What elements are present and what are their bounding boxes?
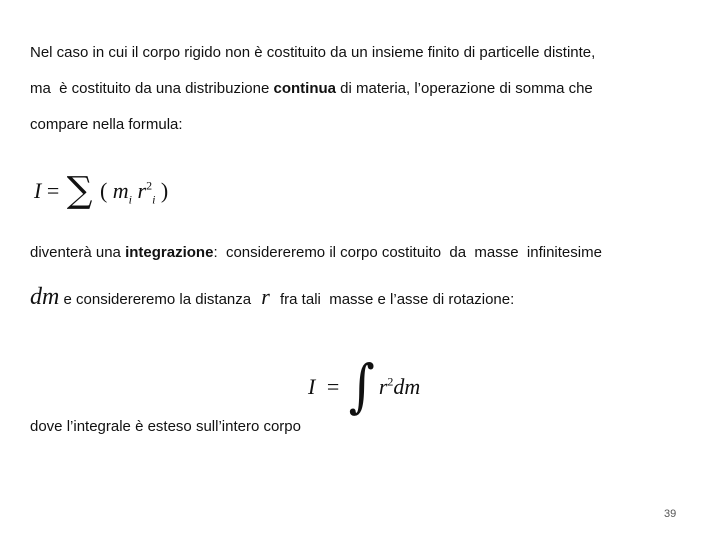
formula1-lhs: I (34, 178, 42, 203)
formula1-r-sub: i (152, 192, 156, 207)
formula1-open-paren: ( (99, 178, 108, 203)
paragraph3-r: r (261, 284, 270, 309)
paragraph1-bold-continua: continua (273, 80, 336, 97)
paragraph3-after: fra tali masse e l’asse di rotazione: (275, 291, 515, 308)
paragraph1-line2-after: di materia, l’operazione di somma che (335, 80, 593, 97)
paragraph1-line2-before: ma è costituito da una distribuzione (30, 80, 274, 97)
paragraph1-line3: compare nella formula: (30, 116, 183, 133)
formula1-m-sub: i (128, 192, 133, 207)
paragraph2-before: diventerà una (30, 244, 126, 261)
text-line-3 (30, 116, 183, 133)
text-line-2 (30, 80, 593, 97)
formula2-equals: = (326, 374, 340, 399)
formula2-r-sup: 2 (387, 374, 394, 389)
formula2-dm: dm (393, 374, 421, 399)
formula1-close-paren: ) (160, 178, 169, 203)
formula1-m: m (112, 178, 129, 203)
sigma-icon: ∑ (66, 170, 93, 211)
formula1-r: r (137, 178, 147, 203)
text-line-4 (30, 244, 602, 261)
paragraph1-line1: Nel caso in cui il corpo rigido non è costituito da un insieme finito di particelle distinte, (30, 44, 596, 61)
text-line-6 (30, 418, 301, 435)
formula2-lhs: I (308, 374, 316, 399)
formula-sum (34, 166, 169, 211)
formula1-r-sup: 2 (146, 178, 153, 193)
text-line-1 (30, 44, 595, 61)
paragraph2-after: : considereremo il corpo costituito da masse infinitesime (213, 244, 602, 261)
text-line-5 (30, 284, 514, 311)
integral-icon: ∫ (348, 352, 375, 420)
formula-integral (308, 348, 421, 420)
paragraph2-bold-integrazione: integrazione (125, 244, 214, 261)
paragraph3-middle: e considereremo la distanza (59, 291, 256, 308)
formula2-r: r (378, 374, 388, 399)
paragraph4: dove l’integrale è esteso sull’intero corpo (30, 418, 301, 435)
page-number: 39 (664, 508, 677, 520)
formula1-equals: = (46, 178, 60, 203)
paragraph3-dm: dm (30, 284, 60, 310)
